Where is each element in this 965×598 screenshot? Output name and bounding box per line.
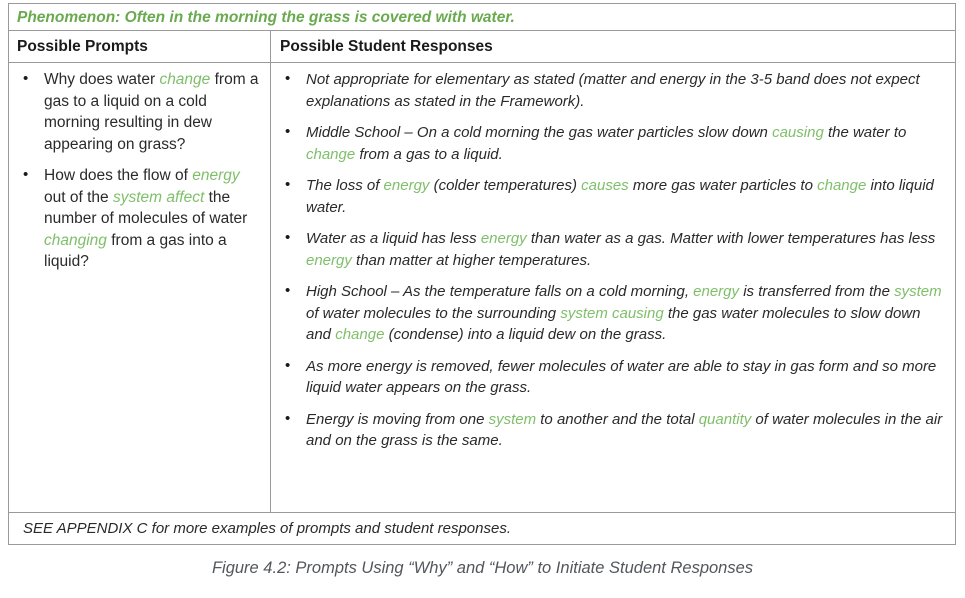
list-item [9, 69, 264, 155]
keyword-highlight: system affect [112, 188, 205, 206]
table-body-row [9, 63, 955, 513]
prompts-table [8, 3, 956, 545]
header-cell-possible-student-responses [271, 31, 955, 62]
list-item [271, 281, 947, 346]
prompts-list [9, 69, 264, 273]
text-segment: Water as a liquid has less [306, 230, 481, 247]
text-segment: to another and the total [536, 410, 699, 428]
appendix-note-text: SEE APPENDIX C for more examples of prompts and student responses. [23, 520, 511, 537]
list-item-text [306, 122, 947, 165]
text-segment: High School – As the temperature falls on a cold morning, [306, 283, 694, 300]
text-segment: Middle School – On a cold morning the gas water particles slow down [306, 124, 773, 141]
list-item [271, 409, 947, 452]
list-item [271, 356, 947, 399]
text-segment: out of the [44, 188, 113, 206]
header-cell-possible-prompts [9, 31, 271, 62]
keyword-highlight: quantity [698, 410, 752, 428]
table-header-row [9, 31, 955, 63]
keyword-highlight: change [306, 145, 356, 163]
keyword-highlight: change [159, 71, 211, 88]
column-header-label-left: Possible Prompts [17, 37, 148, 55]
list-item-text [306, 175, 947, 218]
list-item-text [306, 409, 947, 452]
list-item-text [44, 165, 264, 273]
responses-list [271, 69, 947, 452]
appendix-note-row [9, 513, 955, 544]
keyword-highlight: change [817, 177, 867, 194]
text-segment: more gas water particles to [628, 177, 818, 194]
text-segment: (colder temperatures) [429, 177, 582, 194]
list-item-text [306, 356, 947, 399]
text-segment: of water molecules to the surrounding [306, 304, 561, 322]
list-item [9, 165, 264, 273]
list-item [271, 122, 947, 165]
text-segment: than water as a gas. Matter with lower temperatures has less [526, 230, 936, 247]
keyword-highlight: system [894, 283, 942, 300]
keyword-highlight: causing [772, 124, 824, 141]
list-item [271, 175, 947, 218]
figure-caption: Figure 4.2: Prompts Using “Why” and “How” to Initiate Student Responses [211, 559, 754, 577]
text-segment: How does the flow of [44, 167, 193, 184]
phenomenon-text: Phenomenon: Often in the morning the grass is covered with water. [17, 8, 515, 26]
keyword-highlight: system [488, 410, 537, 428]
text-segment: is transferred from the [739, 283, 895, 300]
text-segment: As more energy is removed, fewer molecules of water are able to stay in gas form and so more liquid water appears on the grass. [306, 357, 937, 396]
keyword-highlight: changing [44, 231, 107, 249]
list-item-text [306, 69, 947, 112]
text-segment: from a gas to a liquid on a cold morning resulting in dew appearing on grass? [44, 71, 259, 153]
text-segment: from a gas to a liquid. [355, 145, 503, 163]
text-segment: Why does water [44, 71, 160, 88]
text-segment: the gas water molecules to slow down and [306, 304, 921, 343]
text-segment: Energy is moving from one [306, 410, 489, 428]
keyword-highlight: change [335, 326, 385, 343]
text-segment: than matter at higher temperatures. [351, 251, 592, 269]
keyword-highlight: energy [383, 177, 430, 194]
keyword-highlight: system causing [560, 304, 664, 322]
keyword-highlight: causes [581, 177, 629, 194]
text-segment: (condense) into a liquid dew on the grass. [384, 326, 667, 343]
text-segment: from a gas into a liquid? [44, 231, 227, 270]
text-segment: The loss of [306, 177, 384, 194]
keyword-highlight: energy [480, 230, 527, 247]
text-segment: into liquid water. [306, 177, 934, 216]
column-header-label-right: Possible Student Responses [280, 37, 493, 55]
keyword-highlight: energy [306, 251, 352, 269]
text-segment: the water to [823, 124, 907, 141]
list-item-text [306, 228, 947, 271]
list-item-text [44, 69, 264, 155]
responses-cell [271, 63, 955, 512]
keyword-highlight: energy [192, 167, 240, 184]
text-segment: the number of molecules of water [44, 188, 248, 227]
text-segment: of water molecules in the air and on the grass is the same. [306, 410, 943, 449]
prompts-cell [9, 63, 271, 512]
list-item [271, 228, 947, 271]
list-item [271, 69, 947, 112]
keyword-highlight: energy [693, 283, 740, 300]
phenomenon-row [9, 4, 955, 31]
list-item-text [306, 281, 947, 346]
text-segment: Not appropriate for elementary as stated (matter and energy in the 3-5 band does not expect explanations as stated in the Framework). [306, 71, 920, 110]
